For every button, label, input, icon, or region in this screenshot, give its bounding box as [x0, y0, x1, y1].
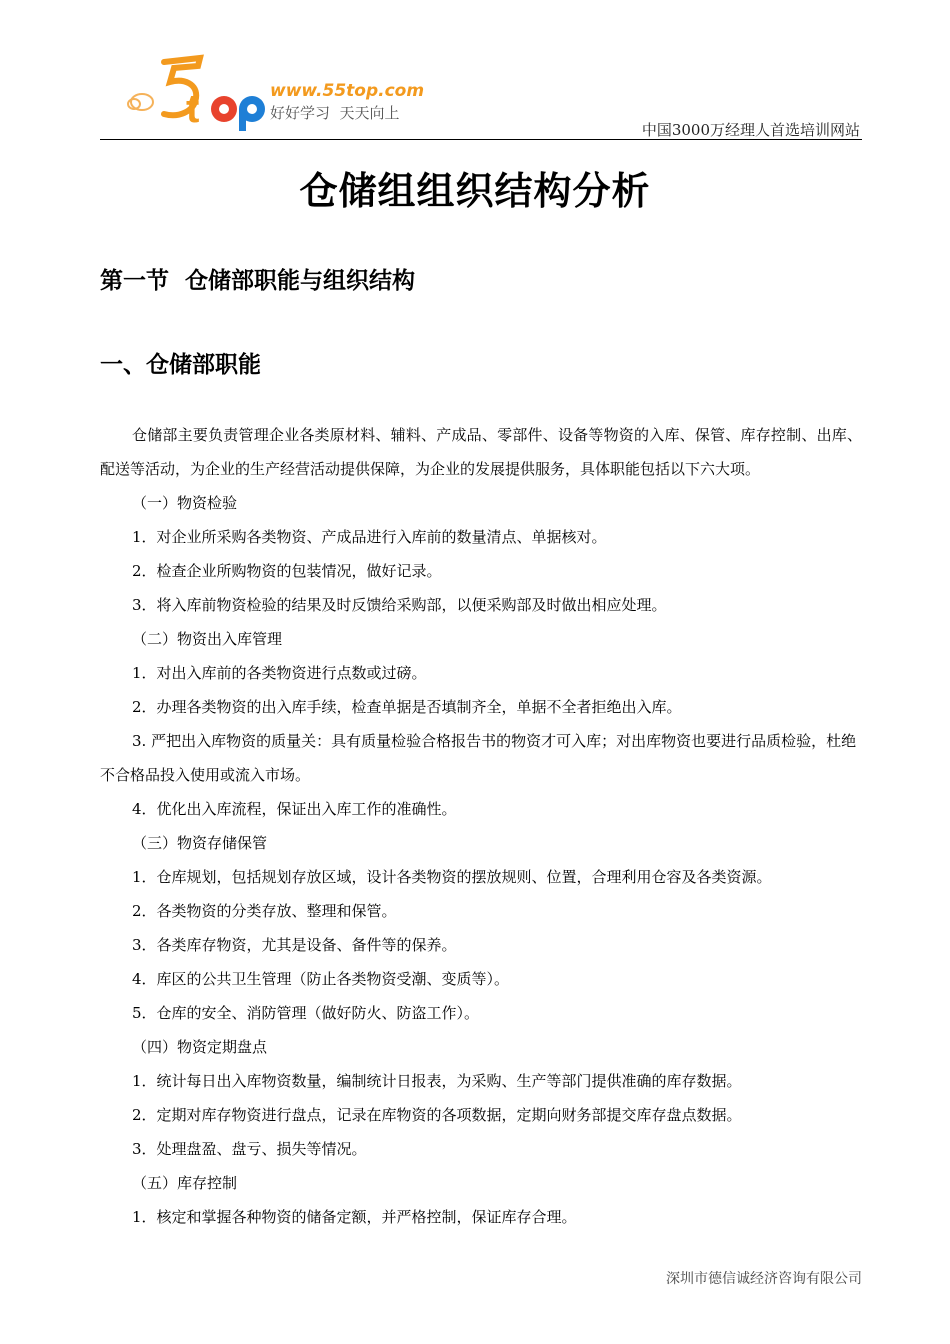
- list-item: 2．办理各类物资的出入库手续，检查单据是否填制齐全，单据不全者拒绝出入库。: [132, 698, 682, 716]
- intro-paragraph: 仓储部主要负责管理企业各类原材料、辅料、产成品、零部件、设备等物资的入库、保管、库存控制、出库、配送等活动，为企业的生产经营活动提供保障，为企业的发展提供服务，具体职能包括以下六大项。: [100, 426, 862, 478]
- list-heading: （一）物资检验: [132, 494, 238, 512]
- list-item: 3. 严把出入库物资的质量关：具有质量检验合格报告书的物资才可入库；对出库物资也要进行品质检验，杜绝不合格品投入使用或流入市场。: [100, 732, 857, 784]
- list-item: 2．检查企业所购物资的包装情况，做好记录。: [132, 562, 442, 580]
- list-item: 1．仓库规划，包括规划存放区域，设计各类物资的摆放规则、位置，合理利用仓容及各类资源。: [132, 868, 772, 886]
- header-tagline: 中国3000万经理人首选培训网站: [641, 121, 860, 139]
- page-header: [100, 52, 862, 142]
- logo-ring-icon: [131, 94, 153, 110]
- list-heading: （四）物资定期盘点: [132, 1038, 268, 1056]
- list-heading: （五）库存控制: [132, 1174, 238, 1192]
- logo-55top: [112, 52, 442, 132]
- document-body: [100, 418, 862, 1234]
- logo-top-t: t: [186, 87, 200, 131]
- list-item: 1．核定和掌握各种物资的储备定额，并严格控制，保证库存合理。: [132, 1208, 577, 1226]
- list-item: 4．库区的公共卫生管理（防止各类物资受潮、变质等）。: [132, 970, 510, 988]
- page-footer: 深圳市德信诚经济咨询有限公司: [666, 1271, 862, 1287]
- logo-slogan: 好好学习 天天向上: [270, 104, 400, 122]
- list-item: 2．各类物资的分类存放、整理和保管。: [132, 902, 397, 920]
- list-item: 1．对企业所采购各类物资、产成品进行入库前的数量清点、单据核对。: [132, 528, 607, 546]
- list-item: 4．优化出入库流程，保证出入库工作的准确性。: [132, 800, 457, 818]
- list-heading: （三）物资存储保管: [132, 834, 268, 852]
- header-divider: [100, 139, 862, 140]
- logo-url: www.55top.com: [270, 81, 425, 101]
- list-heading: （二）物资出入库管理: [132, 630, 283, 648]
- subsection-heading: 一、仓储部职能: [100, 352, 261, 378]
- list-item: 3．各类库存物资，尤其是设备、备件等的保养。: [132, 936, 457, 954]
- item-list: [100, 486, 862, 1234]
- list-item: 1．统计每日出入库物资数量，编制统计日报表，为采购、生产等部门提供准确的库存数据。: [132, 1072, 742, 1090]
- list-item: 3．将入库前物资检验的结果及时反馈给采购部，以便采购部及时做出相应处理。: [132, 596, 667, 614]
- document-title: 仓储组组织结构分析: [299, 169, 651, 213]
- list-item: 5．仓库的安全、消防管理（做好防火、防盗工作）。: [132, 1004, 480, 1022]
- list-item: 3．处理盘盈、盘亏、损失等情况。: [132, 1140, 367, 1158]
- section-heading: 第一节 仓储部职能与组织结构: [100, 268, 416, 294]
- list-item: 2．定期对库存物资进行盘点，记录在库物资的各项数据，定期向财务部提交库存盘点数据。: [132, 1106, 742, 1124]
- list-item: 1．对出入库前的各类物资进行点数或过磅。: [132, 664, 427, 682]
